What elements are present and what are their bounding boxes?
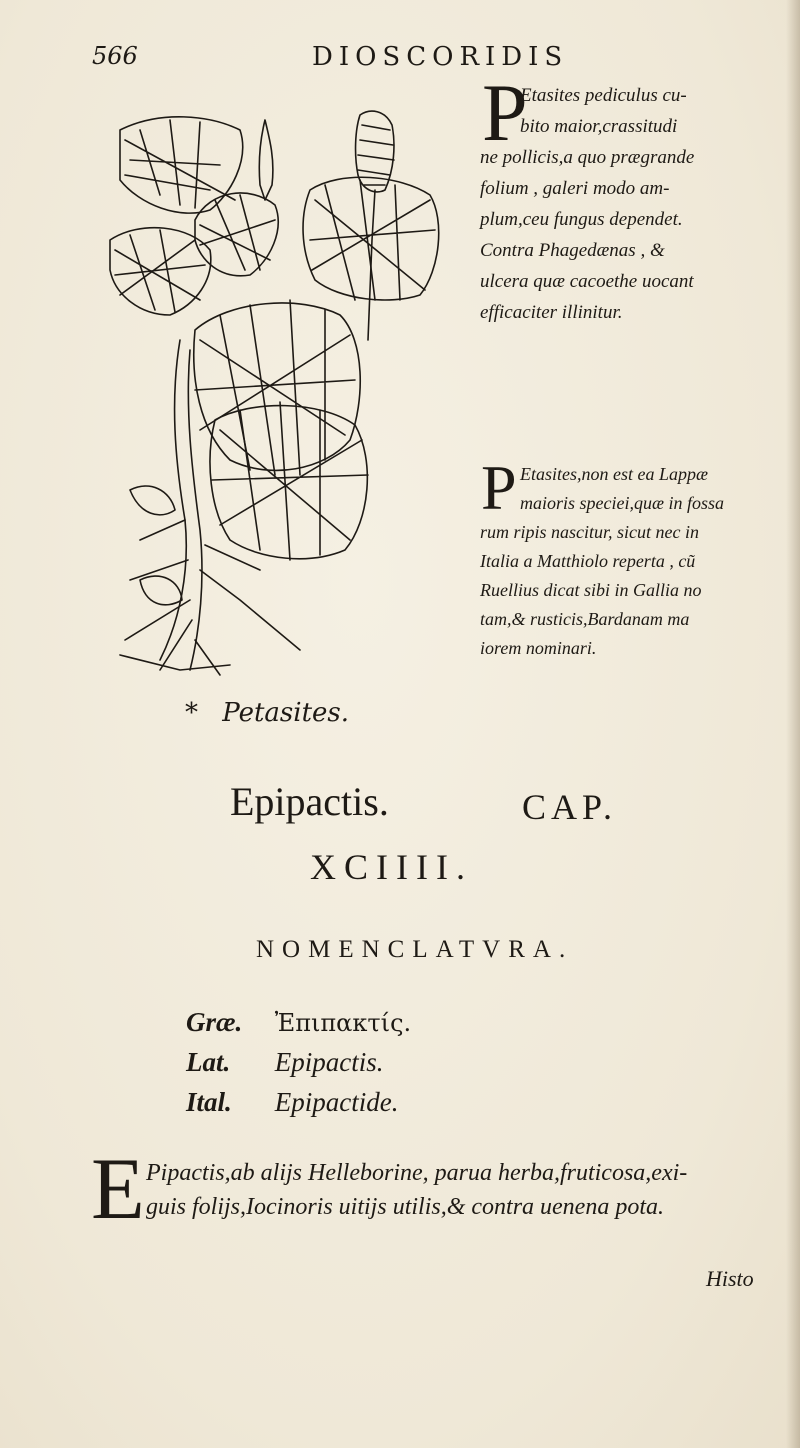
leaf-central xyxy=(194,303,360,470)
dropcap-e: E xyxy=(91,1141,145,1238)
plant-name: Ἐπιπακτίς. xyxy=(274,1009,412,1037)
text-line: folium , galeri modo am- xyxy=(480,178,670,199)
nomenclatura-heading: NOMENCLATVRA. xyxy=(256,936,574,963)
language-label: Græ. xyxy=(186,1007,243,1037)
chapter-title: Epipactis. xyxy=(230,779,389,824)
chapter-cap-label: CAP. xyxy=(522,787,618,827)
catchword: Histo xyxy=(706,1266,754,1291)
text-line: plum,ceu fungus dependet. xyxy=(480,209,683,230)
text-line: Italia a Matthiolo reperta , cũ xyxy=(480,551,696,571)
dropcap-p-first: P xyxy=(482,67,528,158)
text-line: ne pollicis,a quo prægrande xyxy=(480,147,695,168)
epipactis-paragraph xyxy=(146,1156,786,1224)
illustration-caption xyxy=(185,698,349,728)
description-paragraph xyxy=(480,80,790,328)
leaf-top-left xyxy=(120,117,243,213)
text-line: guis folijs,Iocinoris uitijs utilis,& contra uenena pota. xyxy=(146,1194,665,1220)
text-line: Pipactis,ab alijs Helleborine, parua herba,fruticosa,exi- xyxy=(146,1160,688,1186)
text-line: iorem nominari. xyxy=(480,638,597,658)
caption-text: Petasites. xyxy=(222,698,350,728)
text-line: tam,& rusticis,Bardanam ma xyxy=(480,609,690,629)
text-line: Contra Phagedænas , & xyxy=(480,240,665,261)
plant-name: Epipactis. xyxy=(274,1047,384,1077)
commentary-paragraph xyxy=(480,460,790,663)
text-line: Etasites,non est ea Lappæ xyxy=(520,464,708,484)
text-line: efficaciter illinitur. xyxy=(480,302,623,323)
nomenclatura-entry xyxy=(186,1082,411,1122)
text-line: bito maior,crassitudi xyxy=(520,116,678,137)
text-line: Ruellius dicat sibi in Gallia no xyxy=(480,580,702,600)
chapter-number: XCIIII. xyxy=(310,847,473,887)
plant-name: Epipactide. xyxy=(274,1087,399,1117)
asterisk-mark: * xyxy=(185,698,198,728)
rootstock xyxy=(160,340,186,660)
text-line: maioris speciei,quæ in fossa xyxy=(520,493,725,513)
language-label: Ital. xyxy=(186,1087,232,1117)
text-line: Etasites pediculus cu- xyxy=(520,85,687,106)
page-number: 566 xyxy=(92,42,138,70)
nomenclatura-entry xyxy=(186,1002,411,1042)
petasites-woodcut-illustration xyxy=(100,100,450,680)
nomenclatura-entry xyxy=(186,1042,411,1082)
text-line: ulcera quæ cacoethe uocant xyxy=(480,271,694,292)
leaf-top-center xyxy=(195,193,278,276)
text-line: rum ripis nascitur, sicut nec in xyxy=(480,522,699,542)
nomenclatura-list xyxy=(186,1002,411,1122)
language-label: Lat. xyxy=(186,1047,231,1077)
running-head: DIOSCORIDIS xyxy=(312,42,569,72)
dropcap-p-second: P xyxy=(481,452,517,523)
